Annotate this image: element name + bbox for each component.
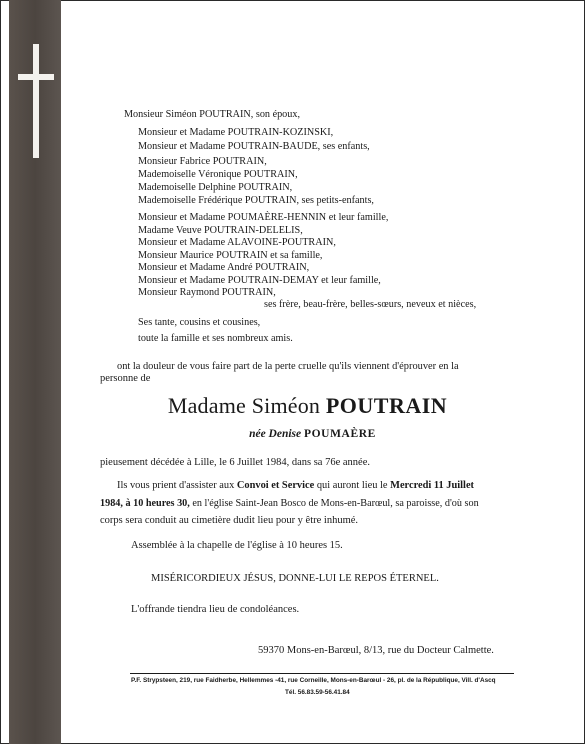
- family-line: Monsieur Maurice POUTRAIN et sa famille,: [138, 250, 323, 261]
- family-line: Mademoiselle Véronique POUTRAIN,: [138, 169, 298, 180]
- service-line: corps sera conduit au cimetière dudit lieu pour y être inhumé.: [100, 515, 359, 526]
- family-line: Monsieur et Madame André POUTRAIN,: [138, 262, 310, 273]
- deceased-title: Madame Siméon: [167, 393, 321, 418]
- family-line: Monsieur et Madame POUTRAIN-BAUDE, ses enfants,: [138, 141, 370, 152]
- deceased-surname: POUTRAIN: [325, 393, 448, 418]
- family-line: Ses tante, cousins et cousines,: [138, 317, 261, 328]
- printer-phone: Tél. 56.83.59-56.41.84: [285, 689, 350, 696]
- family-line: Monsieur Raymond POUTRAIN,: [138, 287, 276, 298]
- family-line: Monsieur et Madame POUMAÈRE-HENNIN et leur famille,: [138, 212, 389, 223]
- family-line: Monsieur Siméon POUTRAIN, son époux,: [124, 109, 301, 120]
- service-text: Ils vous prient d'assister aux: [117, 480, 237, 491]
- service-line: [100, 498, 479, 510]
- address-line: 59370 Mons-en-Barœul, 8/13, rue du Docteur Calmette.: [258, 645, 494, 656]
- family-line: Monsieur et Madame POUTRAIN-KOZINSKI,: [138, 127, 334, 138]
- family-line: toute la famille et ses nombreux amis.: [138, 333, 293, 344]
- family-line: Mademoiselle Delphine POUTRAIN,: [138, 182, 293, 193]
- deceased-name: [0, 393, 585, 419]
- assembly-line: Assemblée à la chapelle de l'église à 10 heures 15.: [131, 540, 343, 551]
- service-time: 1984, à 10 heures 30,: [100, 498, 190, 509]
- family-line: Madame Veuve POUTRAIN-DELELIS,: [138, 225, 303, 236]
- prayer-line: MISÉRICORDIEUX JÉSUS, DONNE-LUI LE REPOS ÉTERNEL.: [151, 573, 439, 584]
- service-line: [117, 480, 474, 492]
- maiden-prefix: née Denise: [249, 428, 302, 440]
- family-line: Monsieur Fabrice POUTRAIN,: [138, 156, 267, 167]
- maiden-surname: POUMAÈRE: [304, 428, 376, 440]
- maiden-name: [0, 428, 585, 440]
- printer-info: P.F. Strypsteen, 219, rue Faidherbe, Hellemmes -41, rue Corneille, Mons-en-Barœul - 26, pl. de la République, Vill. d'Ascq: [131, 677, 496, 684]
- service-emphasis: Convoi et Service: [236, 480, 315, 491]
- family-line: Mademoiselle Frédérique POUTRAIN, ses petits-enfants,: [138, 195, 374, 206]
- family-line: ses frère, beau-frère, belles-sœurs, neveux et nièces,: [264, 299, 477, 310]
- family-line: Monsieur et Madame POUTRAIN-DEMAY et leur famille,: [138, 275, 381, 286]
- service-text: qui auront lieu le: [314, 480, 391, 491]
- service-text: en l'église Saint-Jean Bosco de Mons-en-Barœul, sa paroisse, d'où son: [189, 498, 479, 509]
- family-line: Monsieur et Madame ALAVOINE-POUTRAIN,: [138, 237, 336, 248]
- cross-icon-bar: [18, 74, 54, 80]
- offering-line: L'offrande tiendra lieu de condoléances.: [131, 604, 300, 615]
- cross-icon: [33, 44, 39, 158]
- service-date: Mercredi 11 Juillet: [390, 480, 475, 491]
- footer-rule: [130, 673, 514, 674]
- announcement-line: ont la douleur de vous faire part de la perte cruelle qu'ils viennent d'éprouver en la: [117, 361, 459, 372]
- announcement-line: personne de: [100, 373, 151, 384]
- death-line: pieusement décédée à Lille, le 6 Juillet 1984, dans sa 76e année.: [100, 457, 370, 468]
